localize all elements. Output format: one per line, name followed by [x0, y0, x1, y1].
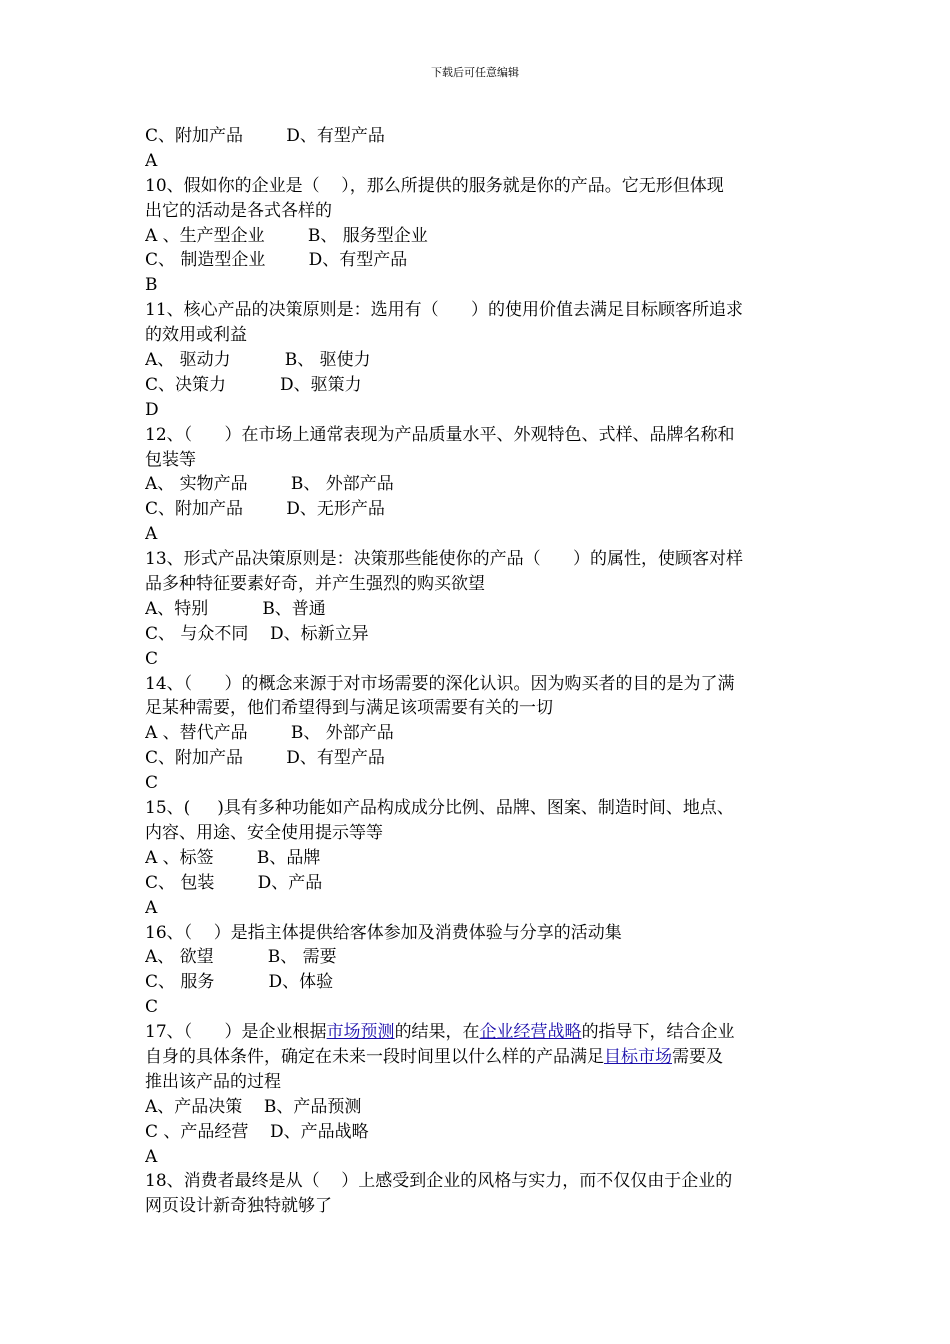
text-line: 足某种需要，他们希望得到与满足该项需要有关的一切 [145, 698, 553, 719]
option-line: C、附加产品 D、有型产品 [145, 748, 385, 769]
text-line: 包装等 [145, 449, 196, 470]
text-segment: 需要及 [672, 1046, 723, 1067]
option-line: C、 服务 D、体验 [145, 972, 334, 993]
option-line: C、 与众不同 D、标新立异 [145, 623, 369, 644]
text-line: 的效用或利益 [145, 325, 247, 346]
answer-line: A [145, 897, 158, 918]
text-segment: 自身的具体条件，确定在未来一段时间里以什么样的产品满足 [145, 1046, 604, 1067]
text-line: 网页设计新奇独特就够了 [145, 1196, 332, 1217]
option-line: A、 实物产品 B、 外部产品 [145, 474, 394, 495]
answer-line: C [145, 648, 159, 669]
option-line: A、 驱动力 B、 驱使力 [145, 350, 371, 371]
text-line: 推出该产品的过程 [145, 1071, 281, 1092]
question-11: 11、核心产品的决策原则是：选用有（ ）的使用价值去满足目标顾客所追求 [145, 300, 744, 321]
answer-line: A [145, 1146, 158, 1167]
answer-line: D [145, 399, 159, 420]
question-17 [145, 1020, 807, 1045]
question-15: 15、( )具有多种功能如产品构成成分比例、品牌、图案、制造时间、地点、 [145, 798, 734, 819]
option-line: A 、标签 B、品牌 [145, 847, 321, 868]
option-line: A、 欲望 B、 需要 [145, 947, 337, 968]
link-business-strategy[interactable]: 企业经营战略 [479, 1022, 582, 1043]
page-header: 下载后可任意编辑 [431, 66, 519, 79]
link-market-forecast[interactable]: 市场预测 [326, 1022, 395, 1043]
option-line: A、特别 B、普通 [145, 598, 326, 619]
text-line [145, 1045, 807, 1070]
text-line: 出它的活动是各式各样的 [145, 200, 332, 221]
option-line: A、产品决策 B、产品预测 [145, 1096, 362, 1117]
text-line: 内容、用途、安全使用提示等等 [145, 822, 383, 843]
question-18: 18、消费者最终是从（ ）上感受到企业的风格与实力，而不仅仅由于企业的 [145, 1171, 733, 1192]
document-body [145, 124, 807, 1219]
text-segment: 的指导下，结合企业 [581, 1022, 735, 1043]
option-line: A 、替代产品 B、 外部产品 [145, 723, 394, 744]
question-13: 13、形式产品决策原则是：决策那些能使你的产品（ ）的属性，使顾客对样 [145, 549, 744, 570]
link-target-market[interactable]: 目标市场 [604, 1046, 672, 1067]
option-line: C、 包装 D、产品 [145, 872, 323, 893]
answer-line: A [145, 524, 158, 545]
question-14: 14、（ ）的概念来源于对市场需要的深化认识。因为购买者的目的是为了满 [145, 673, 735, 694]
option-line: C、决策力 D、驱策力 [145, 374, 362, 395]
question-16: 16、（ ）是指主体提供给客体参加及消费体验与分享的活动集 [145, 922, 622, 943]
question-10: 10、假如你的企业是（ ），那么所提供的服务就是你的产品。它无形但体现 [145, 175, 724, 196]
text-line: C、附加产品 D、有型产品 [145, 126, 385, 146]
answer-line: A [145, 150, 158, 171]
question-12: 12、（ ）在市场上通常表现为产品质量水平、外观特色、式样、品牌名称和 [145, 424, 735, 445]
text-segment: 17、（ ）是企业根据 [145, 1022, 327, 1043]
option-line: C、 制造型企业 D、有型产品 [145, 250, 408, 271]
text-segment: 的结果，在 [394, 1022, 480, 1043]
answer-line: C [145, 997, 159, 1018]
option-line: C 、产品经营 D、产品战略 [145, 1121, 369, 1142]
answer-line: C [145, 773, 159, 794]
answer-line: B [145, 275, 158, 296]
option-line: C、附加产品 D、无形产品 [145, 499, 385, 520]
option-line: A 、生产型企业 B、 服务型企业 [145, 225, 428, 246]
text-line: 品多种特征要素好奇，并产生强烈的购买欲望 [145, 574, 485, 595]
